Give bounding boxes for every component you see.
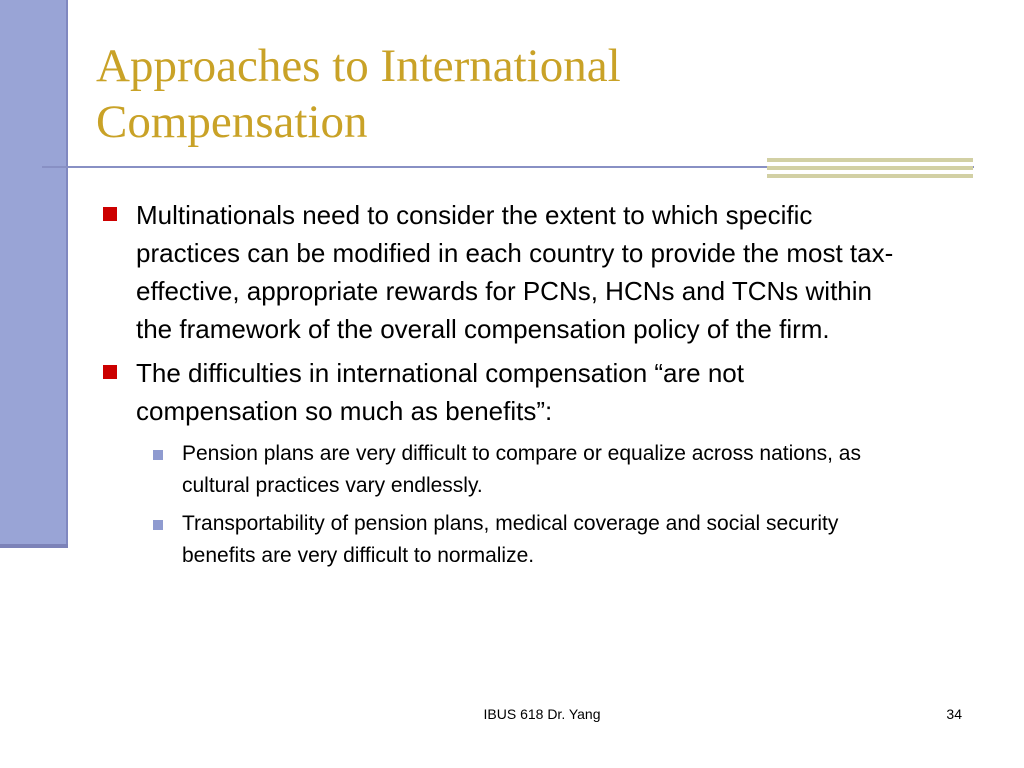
bullet-text: The difficulties in international compensation “are not compensation so much as benefits”:	[136, 358, 744, 426]
bullet-list	[100, 196, 900, 578]
bullet-text: Multinationals need to consider the extent to which specific practices can be modified in each country to provide the most tax-effective, appropriate rewards for PCNs, HCNs and TCNs within the framework of the overall compensation policy of the firm.	[136, 200, 894, 344]
slide-title-line-2: Compensation	[96, 96, 368, 148]
small-square-bullet-icon	[153, 520, 163, 530]
slide-title-line-1: Approaches to International	[96, 40, 621, 92]
slide-title	[96, 38, 976, 150]
title-divider-accent	[767, 158, 973, 178]
footer-text: IBUS 618 Dr. Yang	[483, 706, 601, 722]
page-number: 34	[946, 706, 962, 722]
sub-bullet-text: Pension plans are very difficult to compare or equalize across nations, as cultural practices vary endlessly.	[182, 442, 861, 497]
bullet-item	[100, 196, 900, 348]
sub-bullet-item	[136, 438, 900, 502]
square-bullet-icon	[103, 365, 117, 379]
side-bar-shadow	[0, 544, 68, 548]
sub-bullet-list	[136, 438, 900, 572]
small-square-bullet-icon	[153, 450, 163, 460]
bullet-item	[100, 354, 900, 572]
side-bar-decoration	[0, 0, 68, 546]
sub-bullet-text: Transportability of pension plans, medical coverage and social security benefits are very difficult to normalize.	[182, 512, 839, 567]
square-bullet-icon	[103, 207, 117, 221]
sub-bullet-item	[136, 508, 900, 572]
